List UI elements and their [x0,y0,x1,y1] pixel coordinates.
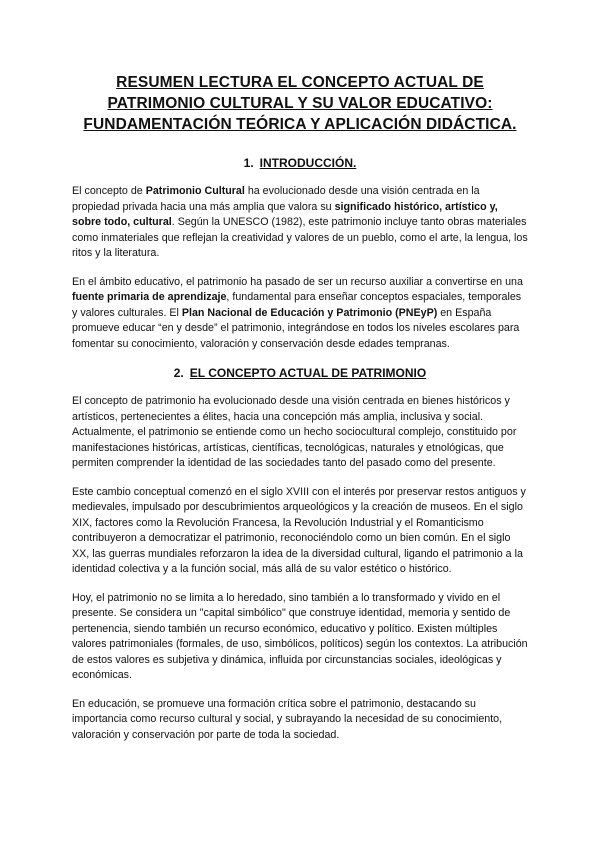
text-run: Este cambio conceptual comenzó en el siglo XVIII con el interés por preservar restos antiguos y medievales, impulsado por descubrimientos arqueológicos y la creación de museos. En el siglo XIX, factores como la Revolución Francesa, la Revolución Industrial y el Romanticismo contribuyeron a democratizar el patrimonio, reconociéndolo como un bien común. En el siglo XX, las guerras mundiales reforzaron la idea de la diversidad cultural, ligando el patrimonio a la identidad colectiva y a la función social, más allá de su valor estético o histórico. [72,485,526,575]
paragraph [72,591,528,684]
section-introduccion [72,155,528,352]
section-heading-text: EL CONCEPTO ACTUAL DE PATRIMONIO [189,366,427,380]
paragraph [72,184,528,262]
bold-text-run: significado histórico, artístico y, sobre todo, cultural [72,200,498,228]
text-run: En educación, se promueve una formación crítica sobre el patrimonio, destacando su importancia como recurso cultural y social, y subrayando la necesidad de su conocimiento, valoración y conservación por parte de toda la sociedad. [72,697,503,741]
text-run: El concepto de patrimonio ha evolucionado desde una visión centrada en bienes históricos y artísticos, pertenecientes a élites, hacia una concepción más amplia, inclusiva y social. Actualmente, el patrimonio se entiende como un hecho sociocultural complejo, constituido por manifestaciones históricas, artísticas, científicas, tecnológicas, naturales y etnológicas, que permiten comprender la identidad de las sociedades tanto del pasado como del presente. [72,395,517,469]
section-heading [72,155,528,171]
text-run: en España promueve educar “en y desde” el patrimonio, integrándose en todos los niveles escolares para fomentar su conocimiento, valoración y conservación desde edades tempranas. [72,306,520,350]
text-run: ha evolucionado desde una visión centrada en la propiedad privada hacia una más amplia que valora su [72,185,480,213]
bold-text-run: fuente primaria de aprendizaje [72,291,227,303]
paragraph [72,394,528,472]
text-run: Hoy, el patrimonio no se limita a lo heredado, sino también a lo transformado y vivido en el presente. Se considera un "capital simbólico" que construye identidad, memoria y sentido de pertenencia, siendo también un recurso económico, educativo y político. Existen múltiples valores patrimoniales (formales, de uso, simbólicos, políticos) según los contextos. La atribución de estos valores es subjetiva y dinámica, influida por circunstancias sociales, ideológicas y económicas. [72,591,528,681]
paragraph [72,275,528,353]
paragraph [72,485,528,578]
section-number: 1. [243,156,254,170]
paragraph [72,697,528,744]
bold-text-run: Plan Nacional de Educación y Patrimonio (PNEyP) [181,306,438,319]
section-heading [72,365,528,381]
section-number: 2. [173,366,184,380]
section-heading-text: INTRODUCCIÓN. [259,156,357,170]
text-run: En el ámbito educativo, el patrimonio ha pasado de ser un recurso auxiliar a convertirse en una [72,275,523,288]
section-concepto-actual [72,365,528,743]
text-run: , fundamental para enseñar conceptos espaciales, temporales y valores culturales. El [72,291,522,319]
document-title: RESUMEN LECTURA EL CONCEPTO ACTUAL DE PATRIMONIO CULTURAL Y SU VALOR EDUCATIVO: FUNDAMENTACIÓN TEÓRICA Y APLICACIÓN DIDÁCTICA. [83,74,517,133]
bold-text-run: Patrimonio Cultural [145,185,245,197]
document-page [72,72,528,756]
text-run: El concepto de [72,185,146,197]
text-run: . Según la UNESCO (1982), este patrimonio incluye tanto obras materiales como inmateriales que reflejan la creatividad y valores de un pueblo, como el arte, la lengua, los ritos y la literatura. [72,216,528,259]
